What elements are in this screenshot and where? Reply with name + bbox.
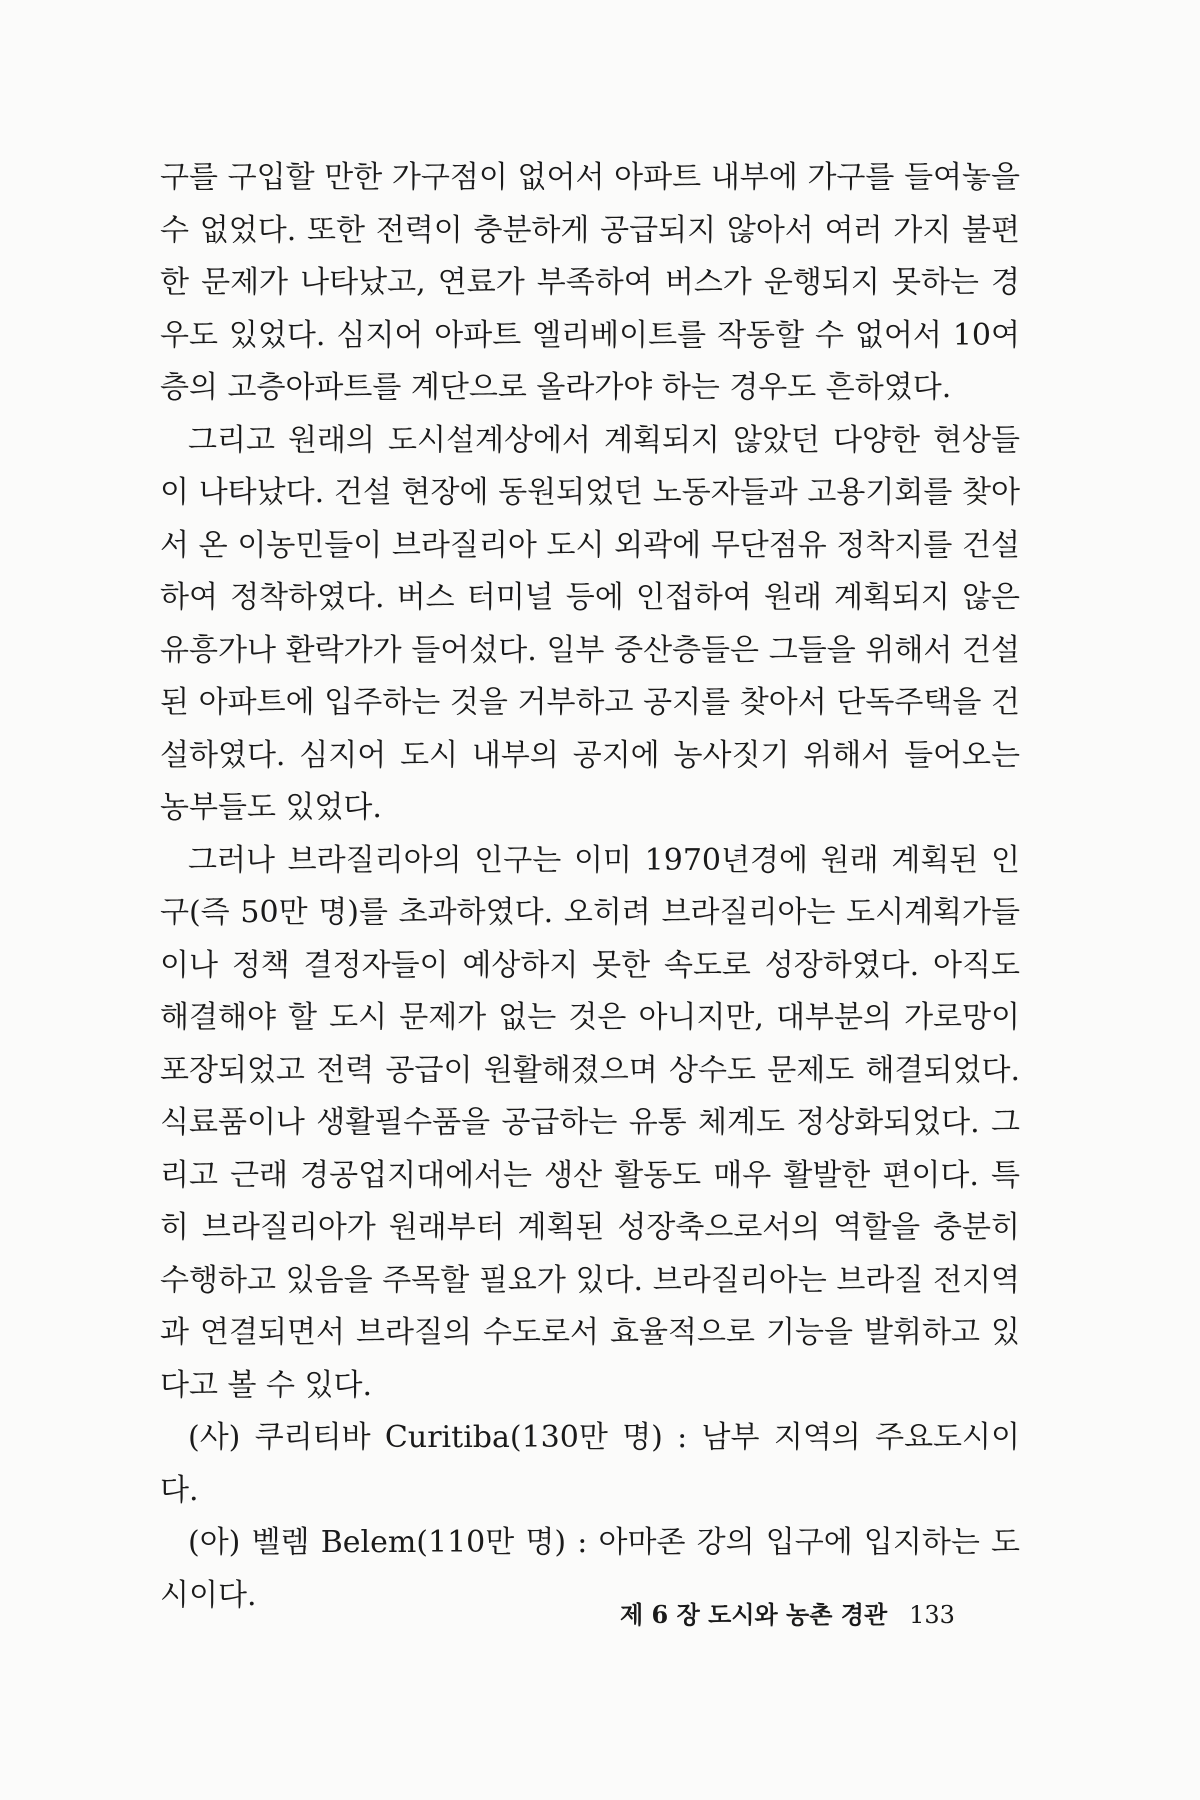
paragraph-continued: 구를 구입할 만한 가구점이 없어서 아파트 내부에 가구를 들여놓을 수 없었다. 또한 전력이 충분하게 공급되지 않아서 여러 가지 불편한 문제가 나타났고, 연료가 부족하여 버스가 운행되지 못하는 경우도 있었다. 심지어 아파트 엘리베이트를 작동할 수 없어서 10여 층의 고층아파트를 계단으로 올라가야 하는 경우도 흔하였다. [160,160,1020,405]
paragraph-curitiba: (사) 쿠리티바 Curitiba(130만 명) : 남부 지역의 주요도시이다. [160,1420,1020,1508]
paragraph-belem: (아) 벨렘 Belem(110만 명) : 아마존 강의 입구에 입지하는 도시이다. [160,1525,1020,1613]
page-footer [620,1595,955,1630]
chapter-label: 제 6 장 도시와 농촌 경관 [620,1600,888,1629]
page-number: 133 [909,1601,955,1629]
paragraph-population-growth: 그러나 브라질리아의 인구는 이미 1970년경에 원래 계획된 인구(즉 50만 명)를 초과하였다. 오히려 브라질리아는 도시계획가들이나 정책 결정자들이 예상하지 못한 속도로 성장하였다. 아직도 해결해야 할 도시 문제가 없는 것은 아니지만, 대부분의 가로망이 포장되었고 전력 공급이 원활해졌으며 상수도 문제도 해결되었다. 식료품이나 생활필수품을 공급하는 유통 체계도 정상화되었다. 그리고 근래 경공업지대에서는 생산 활동도 매우 활발한 편이다. 특히 브라질리아가 원래부터 계획된 성장축으로서의 역할을 충분히 수행하고 있음을 주목할 필요가 있다. 브라질리아는 브라질 전지역과 연결되면서 브라질의 수도로서 효율적으로 기능을 발휘하고 있다고 볼 수 있다. [160,842,1020,1403]
paragraph-unplanned-phenomena: 그리고 원래의 도시설계상에서 계획되지 않았던 다양한 현상들이 나타났다. 건설 현장에 동원되었던 노동자들과 고용기회를 찾아서 온 이농민들이 브라질리아 도시 외곽에 무단점유 정착지를 건설하여 정착하였다. 버스 터미널 등에 인접하여 원래 계획되지 않은 유흥가나 환락가가 들어섰다. 일부 중산층들은 그들을 위해서 건설된 아파트에 입주하는 것을 거부하고 공지를 찾아서 단독주택을 건설하였다. 심지어 도시 내부의 공지에 농사짓기 위해서 들어오는 농부들도 있었다. [160,422,1020,825]
body-text [160,152,1020,1622]
